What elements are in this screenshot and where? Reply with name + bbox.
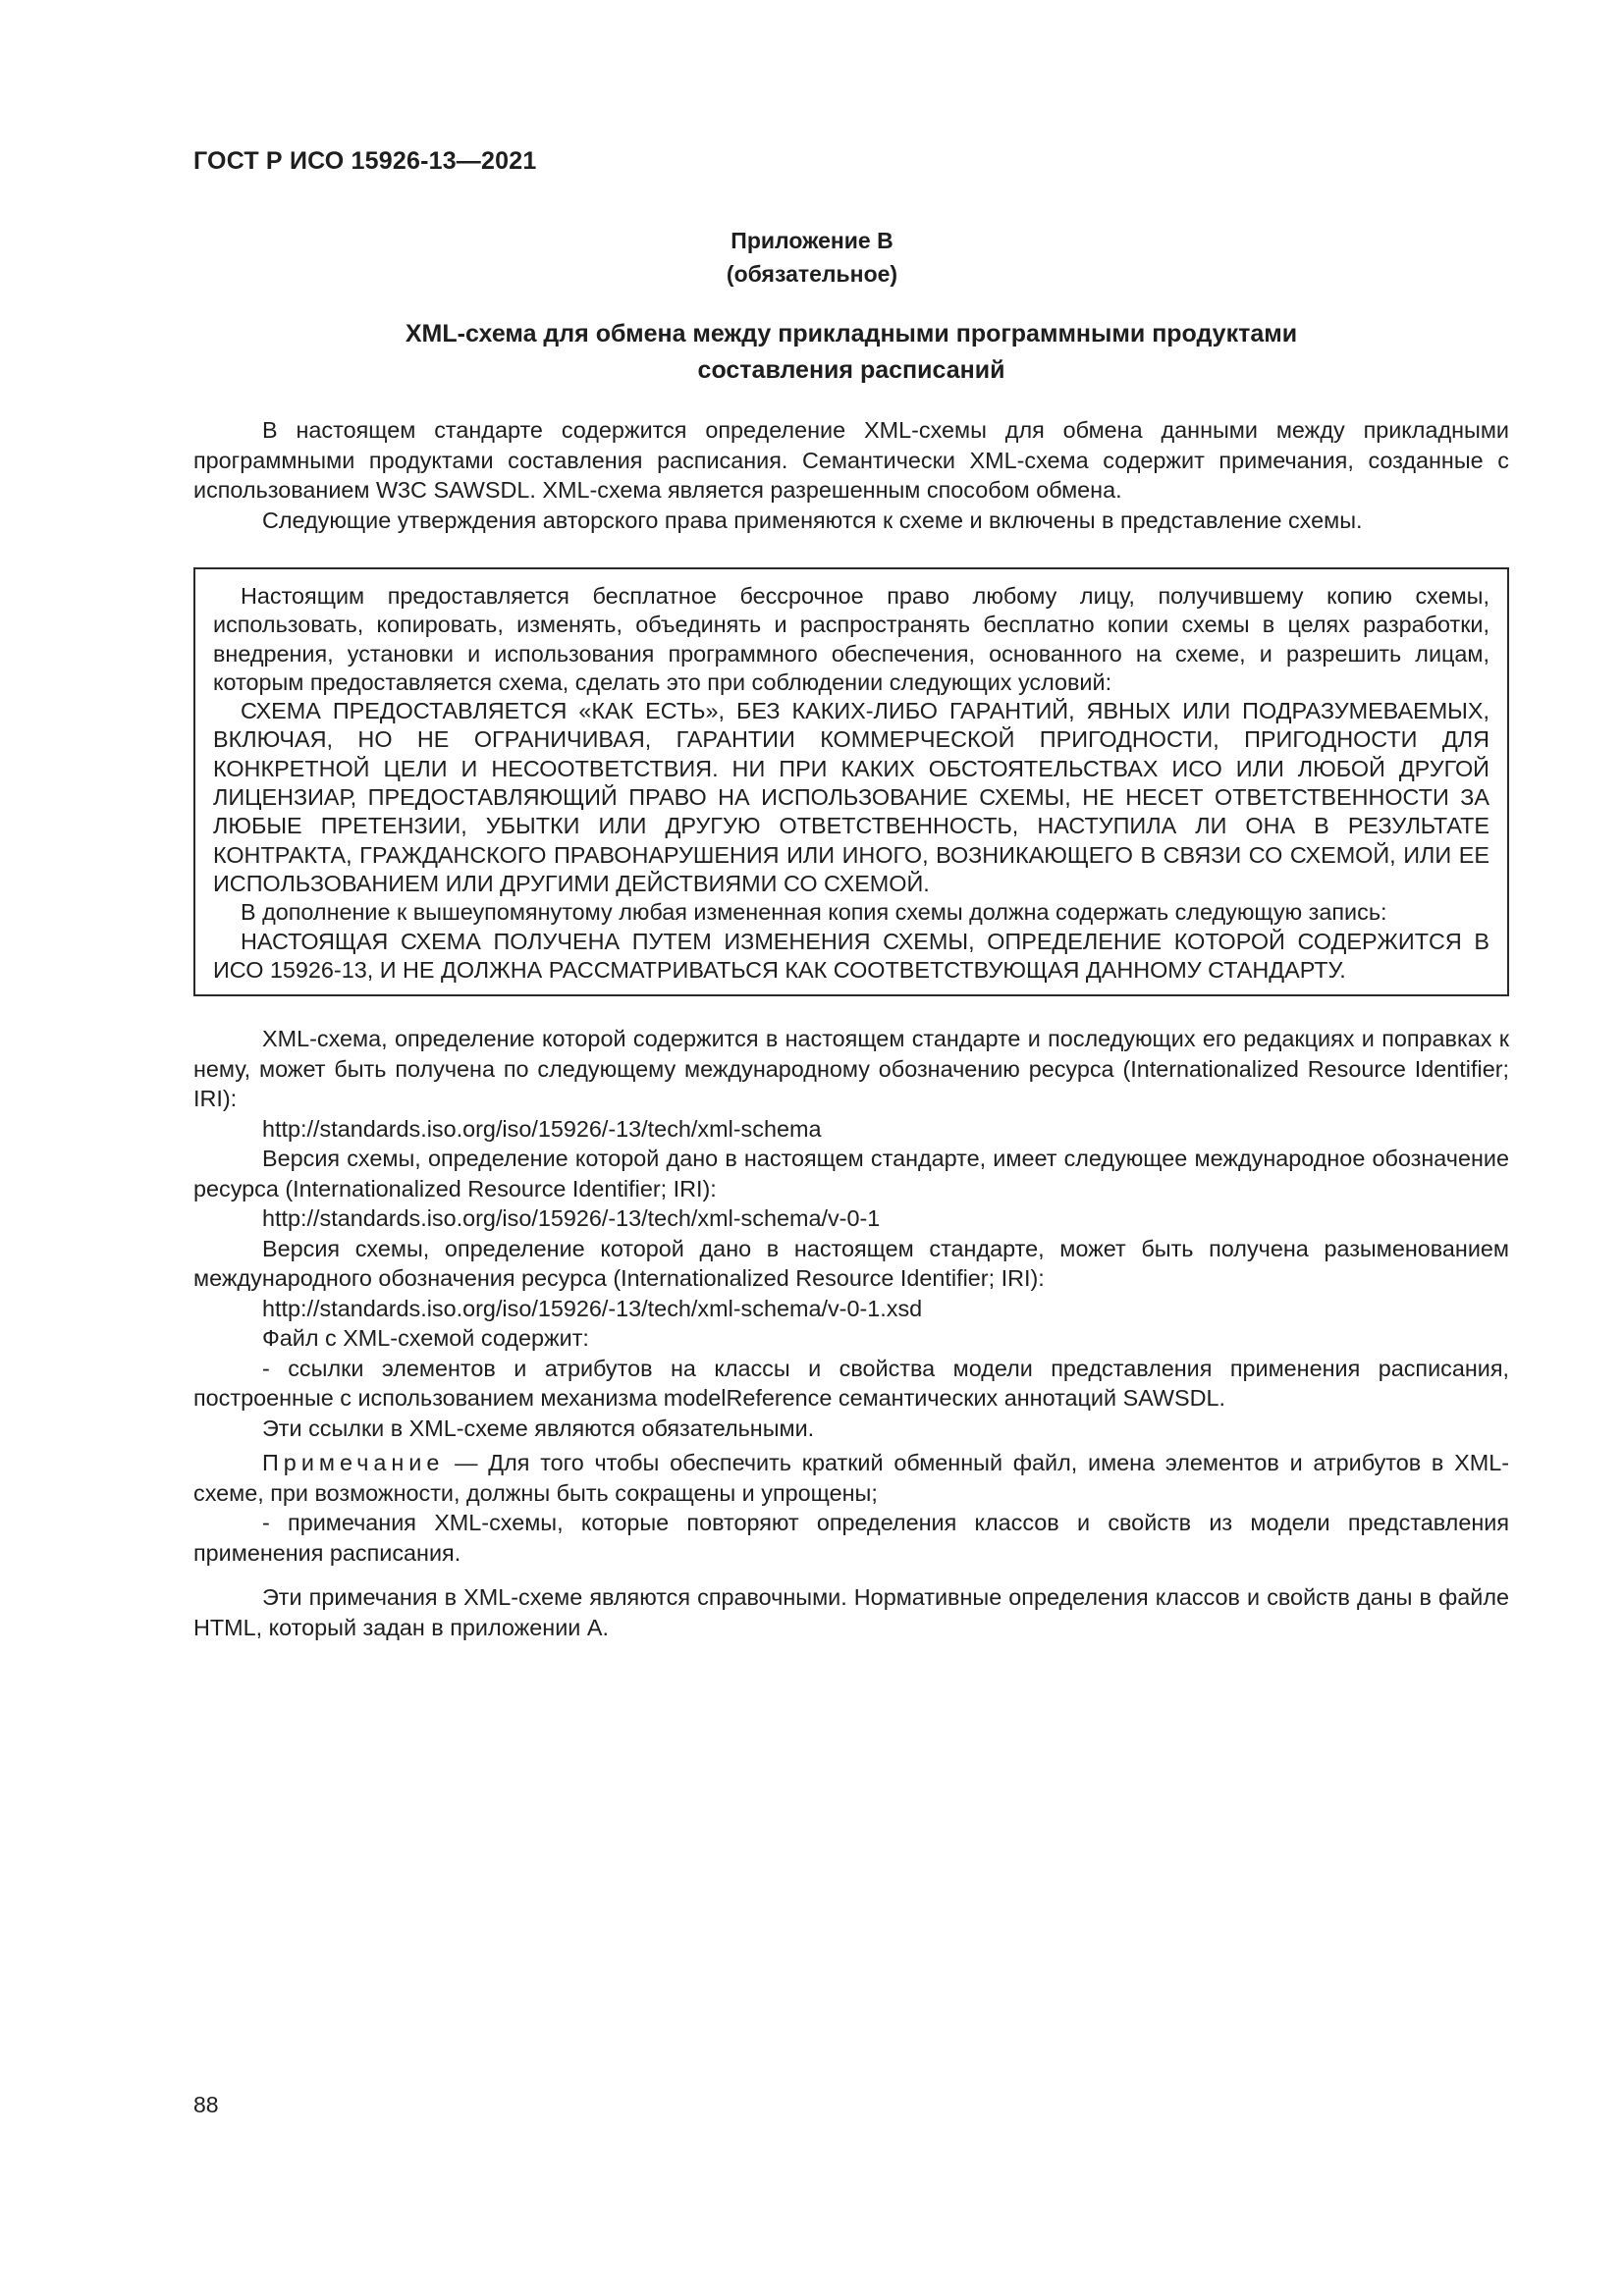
final-paragraph: Эти примечания в XML-схеме являются справочными. Нормативные определения классов и свойств даны в файле HTML, который задан в приложении А.: [193, 1584, 1509, 1640]
note-section: [193, 1448, 1509, 1568]
schema-iri-url: http://standards.iso.org/iso/15926/-13/tech/xml-schema: [262, 1115, 822, 1142]
note-list-item: - примечания XML-схемы, которые повторяют определения классов и свойств из модели представления применения расписания.: [193, 1510, 1509, 1566]
body-list-item-1: - ссылки элементов и атрибутов на классы и свойства модели представления применения расписания, построенные с использованием механизма modelReference семантических аннотаций SAWSDL.: [193, 1355, 1509, 1411]
annex-status: (обязательное): [726, 261, 898, 287]
body-section: [193, 1024, 1509, 1443]
schema-version-iri-url: http://standards.iso.org/iso/15926/-13/tech/xml-schema/v-0-1: [262, 1205, 881, 1231]
note-text: — Для того чтобы обеспечить краткий обменный файл, имена элементов и атрибутов в XML-схеме, при возможности, должны быть сокращены и упрощены;: [193, 1450, 1509, 1506]
license-paragraph-3: В дополнение к вышеупомянутому любая измененная копия схемы должна содержать следующую запись:: [241, 899, 1387, 926]
annex-title-line-2: составления расписаний: [697, 356, 1005, 384]
body-paragraph-1: XML-схема, определение которой содержится в настоящем стандарте и последующих его редакциях и поправках к нему, может быть получена по следующему международному обозначению ресурса (Internationalized Resource Identifier; IRI):: [193, 1026, 1509, 1111]
annex-heading: [0, 224, 1624, 291]
license-modification-notice: НАСТОЯЩАЯ СХЕМА ПОЛУЧЕНА ПУТЕМ ИЗМЕНЕНИЯ СХЕМЫ, ОПРЕДЕЛЕНИЕ КОТОРОЙ СОДЕРЖИТСЯ В ИСО 15926-13, И НЕ ДОЛЖНА РАССМАТРИВАТЬСЯ КАК СООТВЕТСТВУЮЩАЯ ДАННОМУ СТАНДАРТУ.: [213, 928, 1489, 983]
intro-section: [193, 415, 1509, 535]
annex-title-line-1: XML-схема для обмена между прикладными программными продуктами: [405, 320, 1298, 347]
document-code-header: ГОСТ Р ИСО 15926-13—2021: [193, 147, 537, 175]
note-label: Примечание: [262, 1450, 445, 1475]
annex-label: Приложение В: [731, 228, 893, 253]
copyright-license-box: [193, 567, 1509, 996]
note-paragraph-1: [193, 1448, 1509, 1508]
schema-xsd-url: http://standards.iso.org/iso/15926/-13/tech/xml-schema/v-0-1.xsd: [262, 1295, 923, 1321]
final-section: [193, 1582, 1509, 1642]
intro-paragraph-2: Следующие утверждения авторского права применяются к схеме и включены в представление схемы.: [262, 507, 1363, 533]
body-paragraph-4: Файл с XML-схемой содержит:: [262, 1325, 589, 1351]
body-paragraph-3: Версия схемы, определение которой дано в настоящем стандарте, может быть получена разыменованием международного обозначения ресурса (Internationalized Resource Identifier; IRI):: [193, 1235, 1509, 1291]
page-number: 88: [193, 2092, 219, 2117]
intro-paragraph-1: В настоящем стандарте содержится определение XML-схемы для обмена данными между прикладными программными продуктами составления расписания. Семантически XML-схема содержит примечания, созданные с использованием W3C SAWSDL. XML-схема является разрешенным способом обмена.: [193, 417, 1509, 503]
body-paragraph-6: Эти ссылки в XML-схеме являются обязательными.: [262, 1415, 815, 1441]
annex-title: [0, 316, 1624, 389]
license-paragraph-1: Настоящим предоставляется бесплатное бессрочное право любому лицу, получившему копию схемы, использовать, копировать, изменять, объединять и распространять бесплатно копии схемы в целях разработки, внедрения, установки и использования программного обеспечения, основанного на схеме, и разрешить лицам, которым предоставляется схема, сделать это при соблюдении следующих условий:: [213, 583, 1489, 695]
license-disclaimer: СХЕМА ПРЕДОСТАВЛЯЕТСЯ «КАК ЕСТЬ», БЕЗ КАКИХ-ЛИБО ГАРАНТИЙ, ЯВНЫХ ИЛИ ПОДРАЗУМЕВАЕМЫХ, ВКЛЮЧАЯ, НО НЕ ОГРАНИЧИВАЯ, ГАРАНТИИ КОММЕРЧЕСКОЙ ПРИГОДНОСТИ, ПРИГОДНОСТИ ДЛЯ КОНКРЕТНОЙ ЦЕЛИ И НЕСООТВЕТСТВИЯ. НИ ПРИ КАКИХ ОБСТОЯТЕЛЬСТВАХ ИСО ИЛИ ЛЮБОЙ ДРУГОЙ ЛИЦЕНЗИАР, ПРЕДОСТАВЛЯЮЩИЙ ПРАВО НА ИСПОЛЬЗОВАНИЕ СХЕМЫ, НЕ НЕСЕТ ОТВЕТСТВЕННОСТИ ЗА ЛЮБЫЕ ПРЕТЕНЗИИ, УБЫТКИ ИЛИ ДРУГУЮ ОТВЕТСТВЕННОСТЬ, НАСТУПИЛА ЛИ ОНА В РЕЗУЛЬТАТЕ КОНТРАКТА, ГРАЖДАНСКОГО ПРАВОНАРУШЕНИЯ ИЛИ ИНОГО, ВОЗНИКАЮЩЕГО В СВЯЗИ СО СХЕМОЙ, ИЛИ ЕЕ ИСПОЛЬЗОВАНИЕМ ИЛИ ДРУГИМИ ДЕЙСТВИЯМИ СО СХЕМОЙ.: [213, 698, 1489, 896]
body-paragraph-2: Версия схемы, определение которой дано в настоящем стандарте, имеет следующее международное обозначение ресурса (Internationalized Resource Identifier; IRI):: [193, 1146, 1509, 1201]
